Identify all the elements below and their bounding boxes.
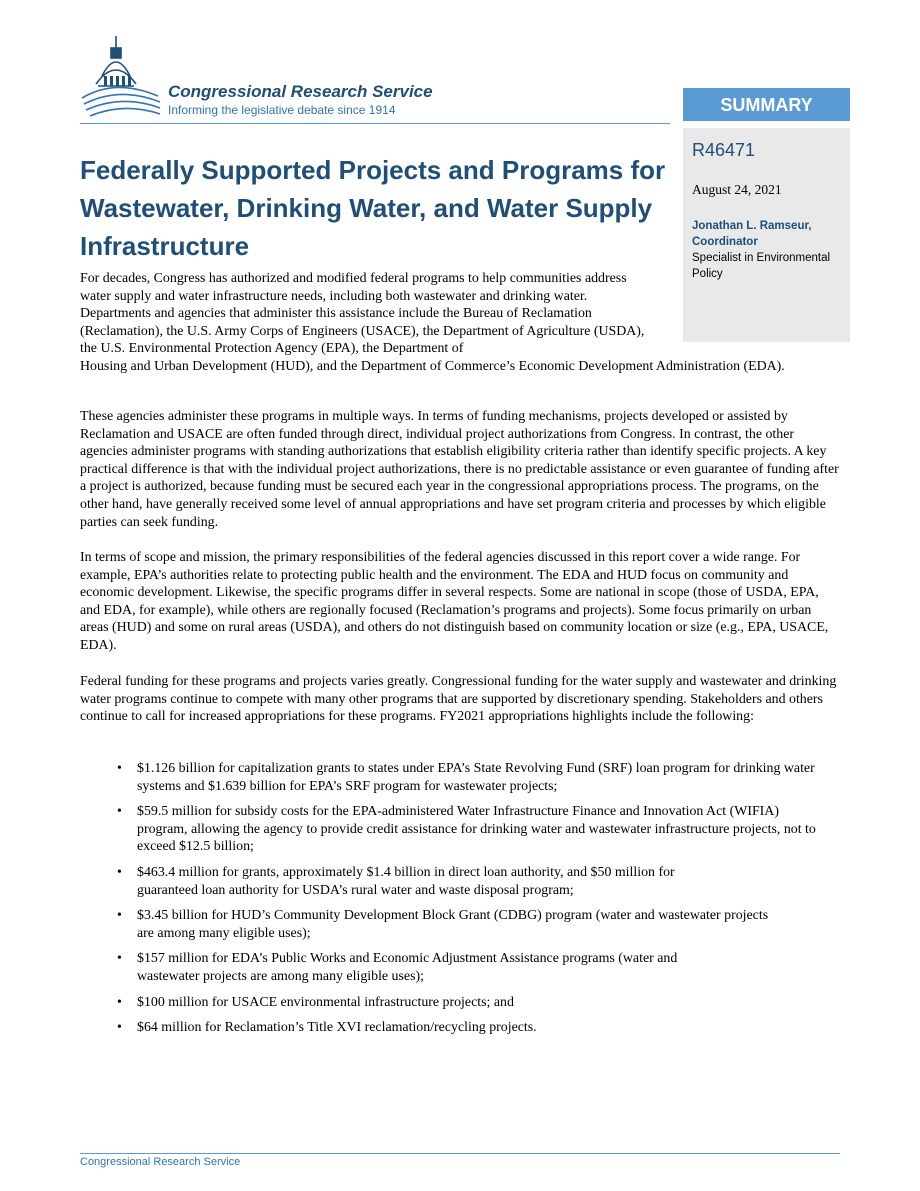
- author: [692, 218, 847, 250]
- list-item-text: $59.5 million for subsidy costs for the EPA-administered Water Infrastructure Finance and Innovation Act (WIFIA) program, allowing the agency to provide credit assistance for drinking water and wastewater infrastructure projects, not to exceed $12.5 billion;: [137, 804, 816, 855]
- report-number: R46471: [692, 140, 756, 160]
- footer-divider: [80, 1153, 840, 1154]
- list-item: [80, 950, 840, 985]
- list-item-text: $157 million for EDA’s Public Works and Economic Adjustment Assistance programs (water and wastewater projects are among many eligible uses);: [137, 951, 678, 984]
- org-name: Congressional Research Service: [168, 82, 433, 101]
- header-divider: [80, 123, 670, 124]
- bullet-icon: •: [117, 761, 122, 776]
- author-title: Specialist in Environmental Policy: [692, 252, 831, 280]
- bullet-icon: •: [117, 908, 122, 924]
- report-info-panel: [683, 128, 850, 342]
- paragraph-funding-mechanisms: These agencies administer these programs in multiple ways. In terms of funding mechanisms, projects developed or assisted by Reclamation and USACE are often funded through direct, individual project authorizations from Congress. In contrast, the other agencies administer programs with standing authorizations that establish eligibility criteria rather than identify specific projects. A key practical difference is that with the individual project authorizations, there is no predictable assistance or even guarantee of funding after a project is authorized, because funding must be secured each year in the congressional appropriations process. The programs, on the other hand, have generally received some level of annual appropriations and have set program criteria and processes by which eligible parties can seek funding.: [80, 409, 839, 530]
- bullet-icon: •: [117, 864, 122, 880]
- capitol-dome-icon: [80, 34, 164, 124]
- paragraph-scope-mission: In terms of scope and mission, the primary responsibilities of the federal agencies discussed in this report cover a wide range. For example, EPA’s authorities relate to protecting public health and the environment. The EDA and HUD focus on community and economic development. Likewise, the specific programs differ in several respects. Some are national in scope (those of USDA, EPA, and EDA, for example), while others are regionally focused (Reclamation’s programs and projects). Some focus primarily on urban areas (HUD) and some on rural areas (USDA), and others do not distinguish based on community location or size (e.g., EPA, USACE, EDA).: [80, 550, 829, 653]
- paragraph-intro: For decades, Congress has authorized and modified federal programs to help communities address water supply and water infrastructure needs, including both wastewater and drinking water. Departments and agencies that administer this assistance include the Bureau of Reclamation (Reclamation), the U.S. Army Corps of Engineers (USACE), the Department of Agriculture (USDA), the U.S. Environmental Protection Agency (EPA), the Department of: [80, 271, 645, 357]
- bullet-icon: •: [117, 1020, 122, 1036]
- list-item-text: $1.126 billion for capitalization grants to states under EPA’s State Revolving Fund (SRF) loan program for drinking water systems and $1.639 billion for EPA’s SRF program for wastewater projects;: [137, 761, 815, 794]
- bullet-icon: •: [117, 994, 122, 1010]
- list-item: [80, 760, 840, 795]
- report-date: August 24, 2021: [692, 182, 782, 197]
- paragraph-intro-continued: Housing and Urban Development (HUD), and the Department of Commerce’s Economic Development Administration (EDA).: [80, 359, 785, 374]
- list-item: [80, 907, 840, 942]
- footer-org-name: Congressional Research Service: [80, 1156, 241, 1168]
- list-item-text: $3.45 billion for HUD’s Community Development Block Grant (CDBG) program (water and wastewater projects are among many eligible uses);: [137, 908, 769, 941]
- summary-label: SUMMARY: [683, 88, 850, 121]
- org-tagline: Informing the legislative debate since 1914: [168, 103, 396, 117]
- appropriations-list: [80, 760, 840, 1045]
- paragraph-federal-funding: Federal funding for these programs and projects varies greatly. Congressional funding for the water supply and wastewater and drinking water programs continue to compete with many other programs that are supported by discretionary spending. Stakeholders and others continue to call for increased appropriations for these programs. FY2021 appropriations highlights include the following:: [80, 674, 837, 725]
- bullet-icon: •: [117, 951, 122, 967]
- list-item-text: $463.4 million for grants, approximately $1.4 billion in direct loan authority, and $50 million for guaranteed loan authority for USDA’s rural water and waste disposal program;: [137, 864, 675, 898]
- report-title: Federally Supported Projects and Programs for Wastewater, Drinking Water, and Water Supply Infrastructure: [80, 155, 666, 261]
- list-item: [80, 1019, 840, 1037]
- list-item-text: $64 million for Reclamation’s Title XVI reclamation/recycling projects.: [137, 1020, 537, 1036]
- list-item: [80, 803, 840, 856]
- bullet-icon: •: [117, 804, 122, 820]
- crs-logo: [80, 34, 480, 124]
- list-item: [80, 994, 840, 1012]
- list-item: [80, 864, 840, 899]
- author-role: Coordinator: [692, 236, 758, 248]
- list-item-text: $100 million for USACE environmental infrastructure projects; and: [137, 994, 514, 1010]
- author-name: Jonathan L. Ramseur,: [692, 220, 812, 232]
